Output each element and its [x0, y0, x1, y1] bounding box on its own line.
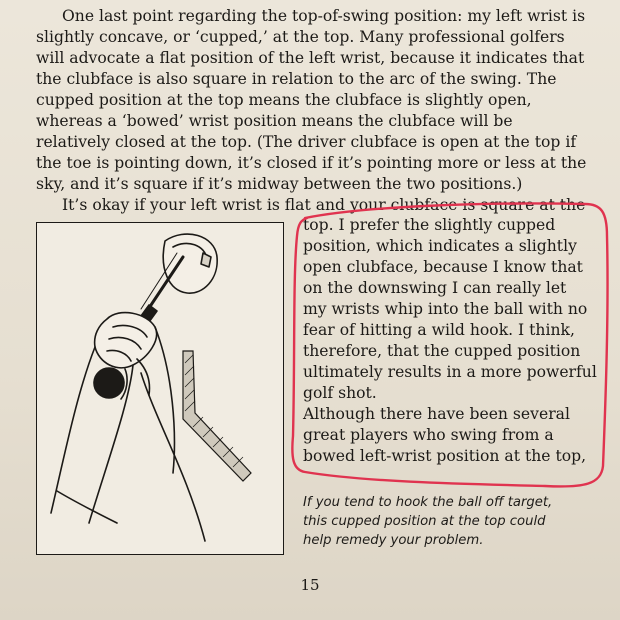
golfer-hands-icon	[37, 223, 283, 554]
caption-line: help remedy your problem.	[303, 533, 484, 548]
text-line: therefore, that the cupped position	[303, 342, 581, 360]
figure-caption	[303, 493, 603, 550]
text-line: great players who swing from a	[303, 426, 554, 444]
text-line: position, which indicates a slightly	[303, 237, 577, 255]
text-line: open clubface, because I know that	[303, 258, 583, 276]
golf-illustration	[36, 222, 284, 555]
text-line: cupped position at the top means the clubface is slightly open,	[36, 91, 532, 109]
text-line: my wrists whip into the ball with no	[303, 300, 588, 318]
text-line: It’s okay if your left wrist is flat and your clubface is square at the	[62, 196, 586, 214]
paragraph-2-continued	[303, 215, 603, 404]
caption-line: this cupped position at the top could	[303, 514, 546, 529]
text-line: will advocate a flat position of the left wrist, because it indicates that	[36, 49, 585, 67]
text-line: golf shot.	[303, 384, 377, 402]
text-line: the toe is pointing down, it’s closed if it’s pointing more or less at the	[36, 154, 587, 172]
main-text-block	[36, 6, 606, 216]
text-line: Although there have been several	[303, 405, 570, 423]
text-line: fear of hitting a wild hook. I think,	[303, 321, 575, 339]
text-line: top. I prefer the slightly cupped	[303, 216, 556, 234]
paragraph-2-first-line	[36, 195, 606, 216]
text-line: bowed left-wrist position at the top,	[303, 447, 587, 465]
text-line: ultimately results in a more powerful	[303, 363, 597, 381]
caption-line: If you tend to hook the ball off target,	[303, 495, 553, 510]
text-line: whereas a ‘bowed’ wrist position means the clubface will be	[36, 112, 513, 130]
paragraph-3	[303, 404, 603, 467]
text-line: slightly concave, or ‘cupped,’ at the top. Many professional golfers	[36, 28, 565, 46]
right-column-text	[303, 215, 603, 467]
text-line: sky, and it’s square if it’s midway between the two positions.)	[36, 175, 523, 193]
paragraph-1	[36, 6, 606, 195]
text-line: on the downswing I can really let	[303, 279, 567, 297]
text-line: relatively closed at the top. (The driver clubface is open at the top if	[36, 133, 577, 151]
text-line: the clubface is also square in relation to the arc of the swing. The	[36, 70, 557, 88]
text-line: One last point regarding the top-of-swing position: my left wrist is	[62, 7, 586, 25]
page-number: 15	[300, 576, 320, 594]
